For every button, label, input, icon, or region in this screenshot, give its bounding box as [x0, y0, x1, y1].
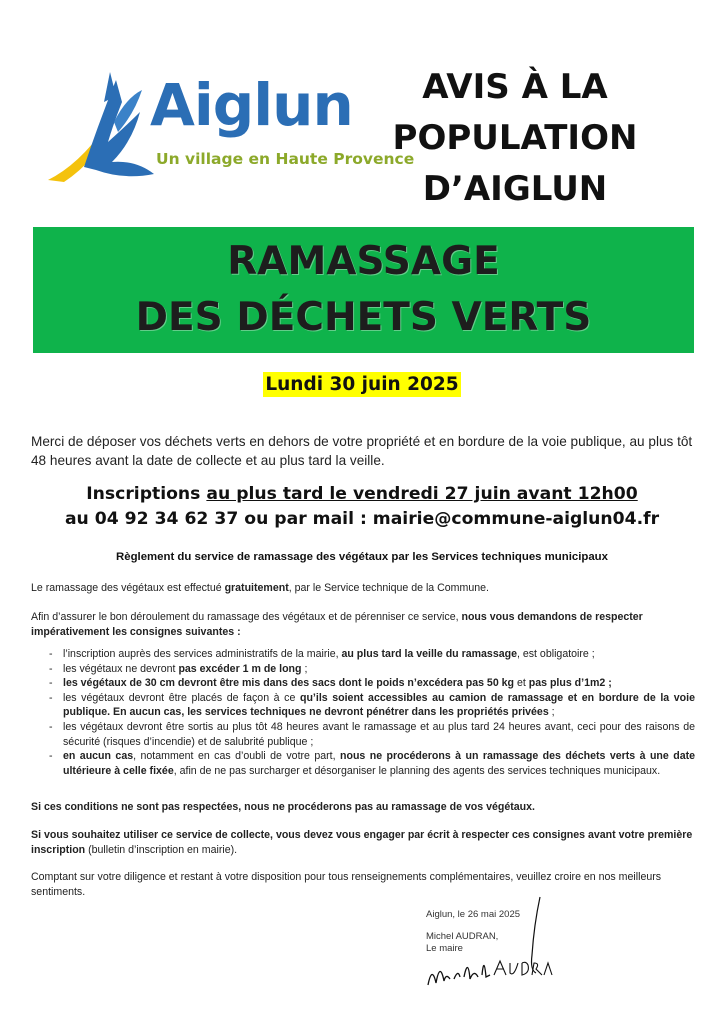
text-run-bold: Si vous souhaitez utiliser ce service de collecte, vous devez vous engager par écrit à respecter ces consignes avant votre première inscription — [31, 829, 693, 856]
list-item: - les végétaux de 30 cm devront être mis dans des sacs dont le poids n’excédera pas 50 kg et pas plus d’1m2 ; — [31, 676, 695, 691]
text-run: (bulletin d’inscription en mairie). — [85, 843, 238, 856]
logo-wordmark: Aiglun — [150, 71, 353, 139]
text-run: , par le Service technique de la Commune. — [288, 582, 489, 594]
intro-paragraph: Merci de déposer vos déchets verts en dehors de votre propriété et en bordure de la voie publique, au plus tôt 48 heures avant la date de collecte et au plus tard la veille. — [31, 434, 693, 468]
inscriptions-deadline-text: au plus tard le vendredi 27 juin avant 12h00 — [206, 484, 638, 504]
text-run: Le ramassage des végétaux est effectué — [31, 582, 225, 594]
signature-place-date: Aiglun, le 26 mai 2025 — [426, 909, 521, 920]
text-run: Afin d’assurer le bon déroulement du ramassage des végétaux et de pérenniser ce service, — [31, 611, 462, 623]
inscriptions-deadline — [0, 482, 724, 507]
consignes-intro-paragraph — [31, 610, 695, 639]
banner-line: RAMASSAGE — [227, 239, 500, 284]
notice-title-line: POPULATION — [392, 118, 638, 158]
reglement-title: Règlement du service de ramassage des végétaux par les Services techniques municipaux — [116, 551, 608, 563]
list-item: - les végétaux ne devront pas excéder 1 m de long ; — [31, 662, 695, 677]
logo-tagline: Un village en Haute Provence — [156, 150, 415, 168]
inscriptions-block — [0, 482, 724, 532]
list-item: - en aucun cas, notamment en cas d’oubli de votre part, nous ne procéderons à un ramassage des déchets verts à une date ultérieure à celle fixée, afin de ne pas surcharger et désorganiser le planning des agents des services techniques municipaux. — [31, 749, 695, 778]
notice-title — [380, 62, 650, 215]
collection-date-highlight: Lundi 30 juin 2025 — [265, 374, 459, 395]
notice-title-line: D’AIGLUN — [422, 169, 608, 209]
conditions-warning: Si ces conditions ne sont pas respectées, nous ne procéderons pas au ramassage de vos végétaux. — [31, 801, 535, 813]
list-item: - les végétaux devront être placés de façon à ce qu’ils soient accessibles au camion de ramassage et en bordure de la voie publique. En aucun cas, les services techniques ne devront pénétrer dans les propriétés privées ; — [31, 691, 695, 720]
eagle-wing-icon — [44, 62, 154, 192]
notice-title-line: AVIS À LA — [422, 67, 608, 107]
engagement-paragraph — [31, 828, 695, 857]
text-run-bold: gratuitement — [224, 582, 289, 594]
closing-paragraph: Comptant sur votre diligence et restant à votre disposition pour tous renseignements complémentaires, veuillez croire en nos meilleurs sentiments. — [31, 871, 662, 898]
consignes-list — [31, 647, 695, 778]
text-run-bold: nous vous demandons de respecter impérativement les consignes suivantes : — [31, 611, 643, 638]
signature-name: Michel AUDRAN, — [426, 931, 499, 942]
inscriptions-label: Inscriptions — [86, 484, 207, 504]
collection-date — [0, 374, 724, 395]
banner-line: DES DÉCHETS VERTS — [135, 295, 592, 340]
headline-banner — [33, 227, 694, 353]
aiglun-logo — [44, 62, 415, 192]
handwritten-signature — [424, 895, 554, 995]
inscriptions-contact: au 04 92 34 62 37 ou par mail : mairie@commune-aiglun04.fr — [64, 509, 660, 529]
free-service-paragraph — [31, 581, 695, 596]
list-item: - les végétaux devront être sortis au plus tôt 48 heures avant le ramassage et au plus tard 24 heures avant, ceci pour des raisons de sécurité (risques d’incendie) et de salubrité publique ; — [31, 720, 695, 749]
list-item: - l’inscription auprès des services administratifs de la mairie, au plus tard la veille du ramassage, est obligatoire ; — [31, 647, 695, 662]
signature-role: Le maire — [426, 943, 463, 954]
